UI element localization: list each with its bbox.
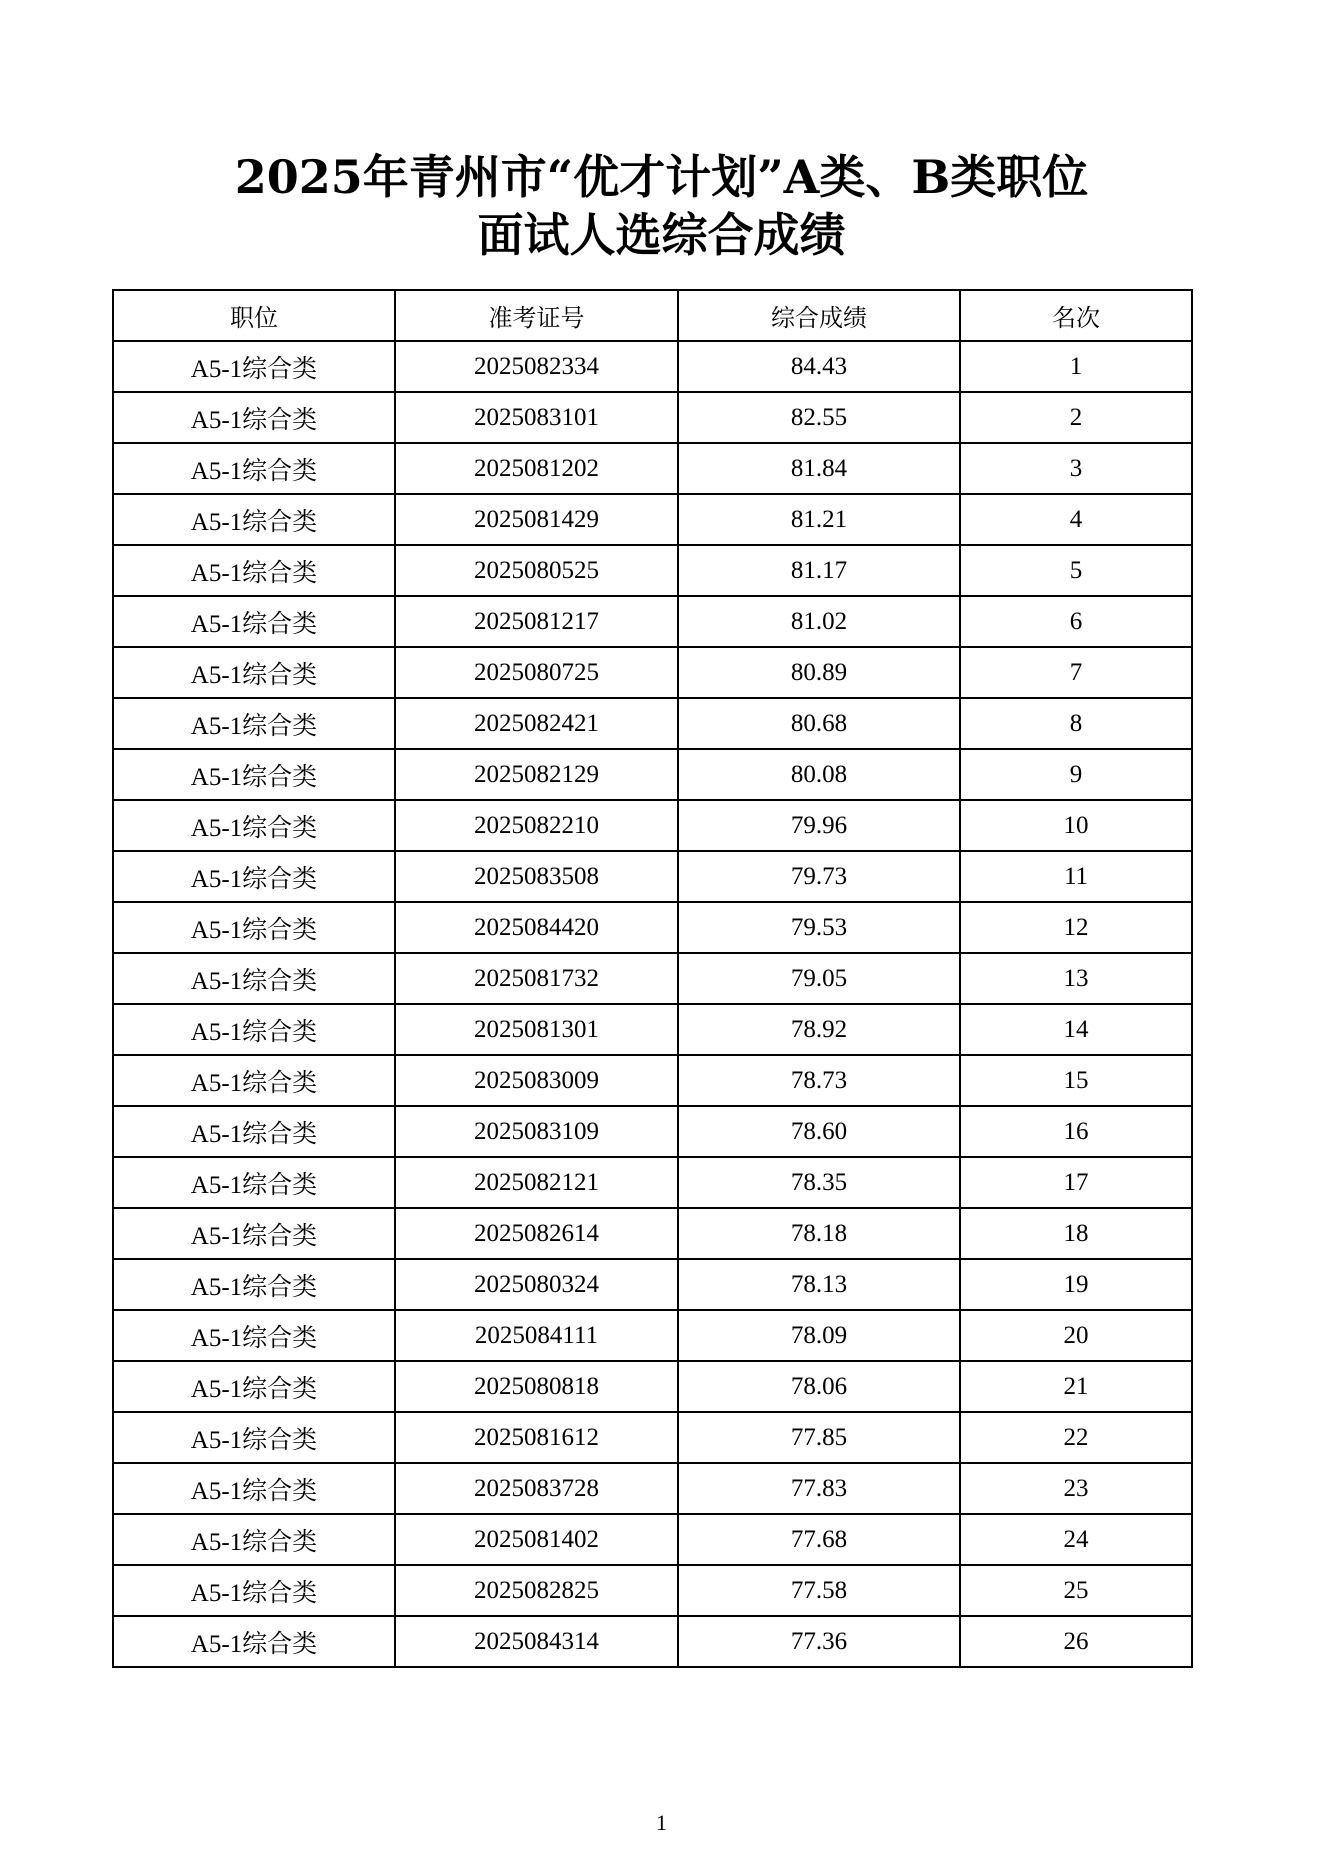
cell-exam-number: 2025081217 <box>395 596 678 647</box>
cell-position: A5-1综合类 <box>113 545 395 596</box>
table-row <box>113 902 1192 953</box>
cell-rank: 7 <box>960 647 1192 698</box>
cell-position: A5-1综合类 <box>113 1412 395 1463</box>
cell-exam-number: 2025081301 <box>395 1004 678 1055</box>
cell-rank: 19 <box>960 1259 1192 1310</box>
cell-position: A5-1综合类 <box>113 1055 395 1106</box>
cell-exam-number: 2025082129 <box>395 749 678 800</box>
cell-position: A5-1综合类 <box>113 494 395 545</box>
cell-composite-score: 77.68 <box>678 1514 960 1565</box>
cell-position: A5-1综合类 <box>113 1259 395 1310</box>
cell-composite-score: 77.83 <box>678 1463 960 1514</box>
cell-exam-number: 2025082334 <box>395 341 678 392</box>
cell-exam-number: 2025080725 <box>395 647 678 698</box>
cell-position: A5-1综合类 <box>113 851 395 902</box>
cell-composite-score: 81.84 <box>678 443 960 494</box>
cell-position: A5-1综合类 <box>113 341 395 392</box>
cell-exam-number: 2025082210 <box>395 800 678 851</box>
cell-position: A5-1综合类 <box>113 1361 395 1412</box>
cell-position: A5-1综合类 <box>113 749 395 800</box>
cell-rank: 2 <box>960 392 1192 443</box>
table-row <box>113 1616 1192 1667</box>
cell-rank: 18 <box>960 1208 1192 1259</box>
table-row <box>113 647 1192 698</box>
cell-exam-number: 2025083101 <box>395 392 678 443</box>
table-row <box>113 341 1192 392</box>
cell-exam-number: 2025081429 <box>395 494 678 545</box>
cell-position: A5-1综合类 <box>113 1565 395 1616</box>
cell-position: A5-1综合类 <box>113 1310 395 1361</box>
cell-exam-number: 2025083009 <box>395 1055 678 1106</box>
cell-position: A5-1综合类 <box>113 800 395 851</box>
cell-position: A5-1综合类 <box>113 1463 395 1514</box>
cell-exam-number: 2025084420 <box>395 902 678 953</box>
header-exam-number: 准考证号 <box>395 290 678 341</box>
document-title <box>0 148 1323 264</box>
header-composite-score: 综合成绩 <box>678 290 960 341</box>
cell-position: A5-1综合类 <box>113 902 395 953</box>
cell-composite-score: 81.02 <box>678 596 960 647</box>
cell-position: A5-1综合类 <box>113 698 395 749</box>
cell-composite-score: 82.55 <box>678 392 960 443</box>
cell-rank: 3 <box>960 443 1192 494</box>
table-row <box>113 698 1192 749</box>
header-position: 职位 <box>113 290 395 341</box>
cell-composite-score: 78.09 <box>678 1310 960 1361</box>
cell-composite-score: 78.92 <box>678 1004 960 1055</box>
cell-rank: 8 <box>960 698 1192 749</box>
table-row <box>113 1514 1192 1565</box>
cell-position: A5-1综合类 <box>113 1004 395 1055</box>
cell-position: A5-1综合类 <box>113 953 395 1004</box>
table-row <box>113 1310 1192 1361</box>
table-row <box>113 953 1192 1004</box>
cell-rank: 24 <box>960 1514 1192 1565</box>
header-rank: 名次 <box>960 290 1192 341</box>
table-row <box>113 1106 1192 1157</box>
title-line-2: 面试人选综合成绩 <box>477 208 846 262</box>
cell-rank: 10 <box>960 800 1192 851</box>
page-number: 1 <box>656 1810 667 1835</box>
cell-composite-score: 84.43 <box>678 341 960 392</box>
cell-position: A5-1综合类 <box>113 1106 395 1157</box>
table-row <box>113 1565 1192 1616</box>
cell-exam-number: 2025082825 <box>395 1565 678 1616</box>
cell-composite-score: 79.53 <box>678 902 960 953</box>
cell-rank: 26 <box>960 1616 1192 1667</box>
cell-composite-score: 81.21 <box>678 494 960 545</box>
table-row <box>113 1004 1192 1055</box>
cell-exam-number: 2025081402 <box>395 1514 678 1565</box>
cell-exam-number: 2025081202 <box>395 443 678 494</box>
title-line-1: 2025年青州市“优才计划”A类、B类职位 <box>234 150 1089 204</box>
table-row <box>113 749 1192 800</box>
cell-composite-score: 80.08 <box>678 749 960 800</box>
cell-rank: 1 <box>960 341 1192 392</box>
table-row <box>113 1055 1192 1106</box>
table-row <box>113 1208 1192 1259</box>
table-header-row <box>113 290 1192 341</box>
cell-composite-score: 78.13 <box>678 1259 960 1310</box>
table-body <box>113 341 1192 1667</box>
table-row <box>113 545 1192 596</box>
cell-rank: 21 <box>960 1361 1192 1412</box>
cell-composite-score: 77.36 <box>678 1616 960 1667</box>
cell-rank: 16 <box>960 1106 1192 1157</box>
cell-composite-score: 78.60 <box>678 1106 960 1157</box>
cell-exam-number: 2025084111 <box>395 1310 678 1361</box>
cell-rank: 12 <box>960 902 1192 953</box>
cell-composite-score: 78.35 <box>678 1157 960 1208</box>
cell-exam-number: 2025082421 <box>395 698 678 749</box>
cell-exam-number: 2025080818 <box>395 1361 678 1412</box>
cell-rank: 20 <box>960 1310 1192 1361</box>
cell-rank: 9 <box>960 749 1192 800</box>
cell-position: A5-1综合类 <box>113 1208 395 1259</box>
cell-composite-score: 81.17 <box>678 545 960 596</box>
table-row <box>113 596 1192 647</box>
table-row <box>113 851 1192 902</box>
cell-exam-number: 2025081732 <box>395 953 678 1004</box>
cell-rank: 15 <box>960 1055 1192 1106</box>
table-row <box>113 443 1192 494</box>
table-row <box>113 1412 1192 1463</box>
cell-rank: 14 <box>960 1004 1192 1055</box>
table-row <box>113 494 1192 545</box>
cell-composite-score: 79.73 <box>678 851 960 902</box>
cell-rank: 22 <box>960 1412 1192 1463</box>
cell-composite-score: 80.68 <box>678 698 960 749</box>
cell-exam-number: 2025083109 <box>395 1106 678 1157</box>
cell-exam-number: 2025080525 <box>395 545 678 596</box>
cell-position: A5-1综合类 <box>113 392 395 443</box>
cell-position: A5-1综合类 <box>113 1514 395 1565</box>
cell-composite-score: 78.73 <box>678 1055 960 1106</box>
table-row <box>113 1157 1192 1208</box>
cell-rank: 5 <box>960 545 1192 596</box>
cell-position: A5-1综合类 <box>113 1157 395 1208</box>
cell-composite-score: 77.58 <box>678 1565 960 1616</box>
cell-position: A5-1综合类 <box>113 443 395 494</box>
cell-rank: 23 <box>960 1463 1192 1514</box>
cell-composite-score: 79.05 <box>678 953 960 1004</box>
cell-exam-number: 2025084314 <box>395 1616 678 1667</box>
cell-exam-number: 2025080324 <box>395 1259 678 1310</box>
cell-rank: 25 <box>960 1565 1192 1616</box>
cell-rank: 6 <box>960 596 1192 647</box>
table-row <box>113 800 1192 851</box>
cell-rank: 17 <box>960 1157 1192 1208</box>
cell-rank: 13 <box>960 953 1192 1004</box>
cell-position: A5-1综合类 <box>113 1616 395 1667</box>
table-row <box>113 1361 1192 1412</box>
table-row <box>113 392 1192 443</box>
cell-exam-number: 2025083728 <box>395 1463 678 1514</box>
cell-exam-number: 2025082614 <box>395 1208 678 1259</box>
table-row <box>113 1259 1192 1310</box>
cell-composite-score: 78.06 <box>678 1361 960 1412</box>
table-row <box>113 1463 1192 1514</box>
cell-rank: 4 <box>960 494 1192 545</box>
cell-exam-number: 2025083508 <box>395 851 678 902</box>
cell-composite-score: 78.18 <box>678 1208 960 1259</box>
cell-composite-score: 79.96 <box>678 800 960 851</box>
cell-rank: 11 <box>960 851 1192 902</box>
cell-composite-score: 77.85 <box>678 1412 960 1463</box>
cell-exam-number: 2025082121 <box>395 1157 678 1208</box>
scores-table <box>112 289 1193 1668</box>
cell-position: A5-1综合类 <box>113 596 395 647</box>
cell-composite-score: 80.89 <box>678 647 960 698</box>
cell-position: A5-1综合类 <box>113 647 395 698</box>
cell-exam-number: 2025081612 <box>395 1412 678 1463</box>
